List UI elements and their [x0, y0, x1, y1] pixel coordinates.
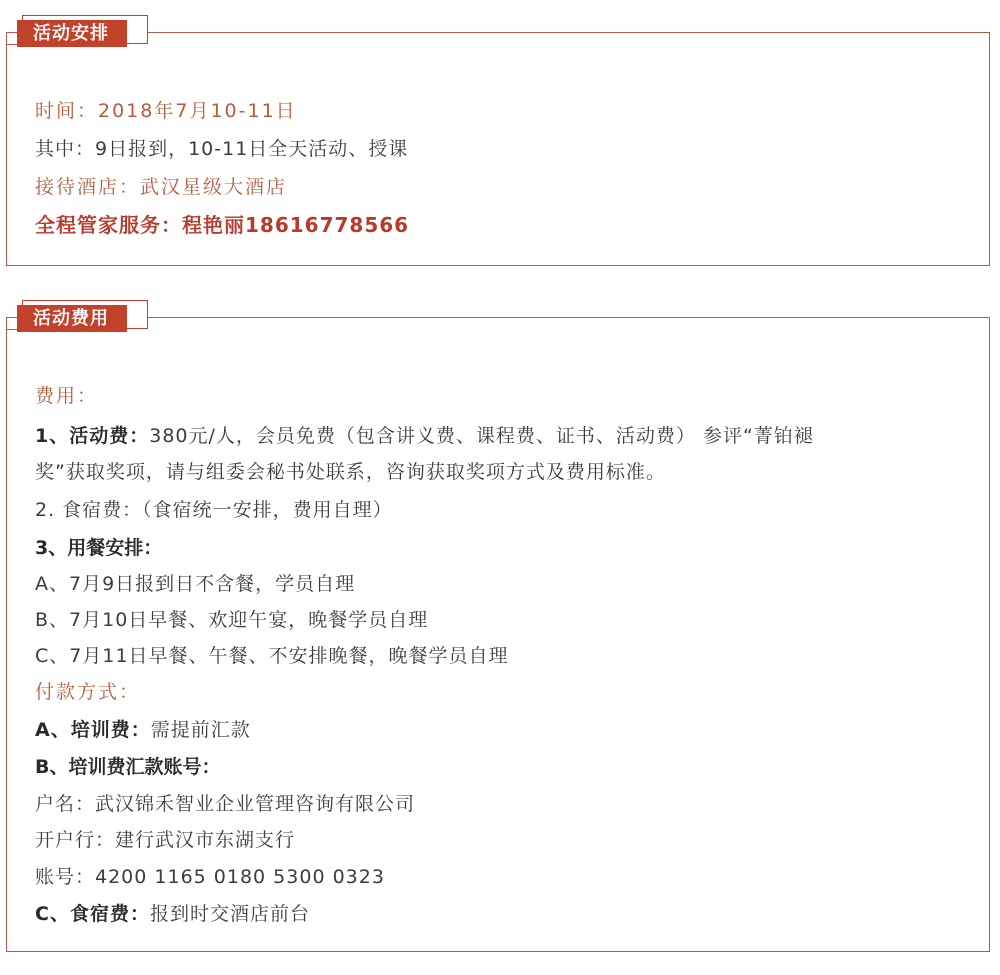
- meal-b: B、7月10日早餐、欢迎午宴，晚餐学员自理: [35, 609, 429, 631]
- meal-a: A、7月9日报到日不含餐，学员自理: [35, 573, 356, 595]
- event-time: 时间：2018年7月10-11日: [35, 100, 297, 122]
- tag-connector: [7, 329, 17, 330]
- butler-service: 全程管家服务：程艳丽18616778566: [35, 213, 410, 237]
- account-number: 账号：4200 1165 0180 5300 0323: [35, 866, 385, 888]
- tag-connector: [7, 44, 17, 45]
- payment-heading: 付款方式：: [35, 681, 141, 703]
- fee-item-1: [35, 424, 814, 448]
- fee-item-1-cont: 奖”获取奖项，请与组委会秘书处联系，咨询获取奖项方式及费用标准。: [35, 461, 666, 483]
- payment-a-label: A、培训费：: [35, 719, 151, 741]
- fee-heading: 费用：: [35, 385, 99, 407]
- fee-item-1-text: 380元/人，会员免费（包含讲义费、课程费、证书、活动费） 参评“菁铂褪: [149, 425, 814, 447]
- payment-b: B、培训费汇款账号：: [35, 756, 221, 778]
- account-name: 户名：武汉锦禾智业企业管理咨询有限公司: [35, 793, 416, 815]
- bank-name: 开户行：建行武汉市东湖支行: [35, 829, 296, 851]
- fee-item-3: 3、用餐安排：: [35, 537, 163, 559]
- fee-item-2: 2. 食宿费：（食宿统一安排，费用自理）: [35, 499, 393, 521]
- section-title: 活动安排: [17, 20, 127, 47]
- payment-a-text: 需提前汇款: [150, 719, 251, 741]
- activity-schedule-section: [6, 23, 990, 266]
- meal-c: C、7月11日早餐、午餐、不安排晚餐，晚餐学员自理: [35, 645, 509, 667]
- activity-fee-section: [6, 308, 990, 952]
- payment-a: [35, 718, 251, 742]
- hotel-info: 接待酒店：武汉星级大酒店: [35, 176, 288, 198]
- payment-c-label: C、食宿费：: [35, 903, 150, 925]
- payment-c: [35, 902, 310, 926]
- event-detail: 其中：9日报到，10-11日全天活动、授课: [35, 138, 409, 160]
- payment-c-text: 报到时交酒店前台: [149, 903, 310, 925]
- fee-item-1-label: 1、活动费：: [35, 425, 150, 447]
- section-title: 活动费用: [17, 305, 127, 332]
